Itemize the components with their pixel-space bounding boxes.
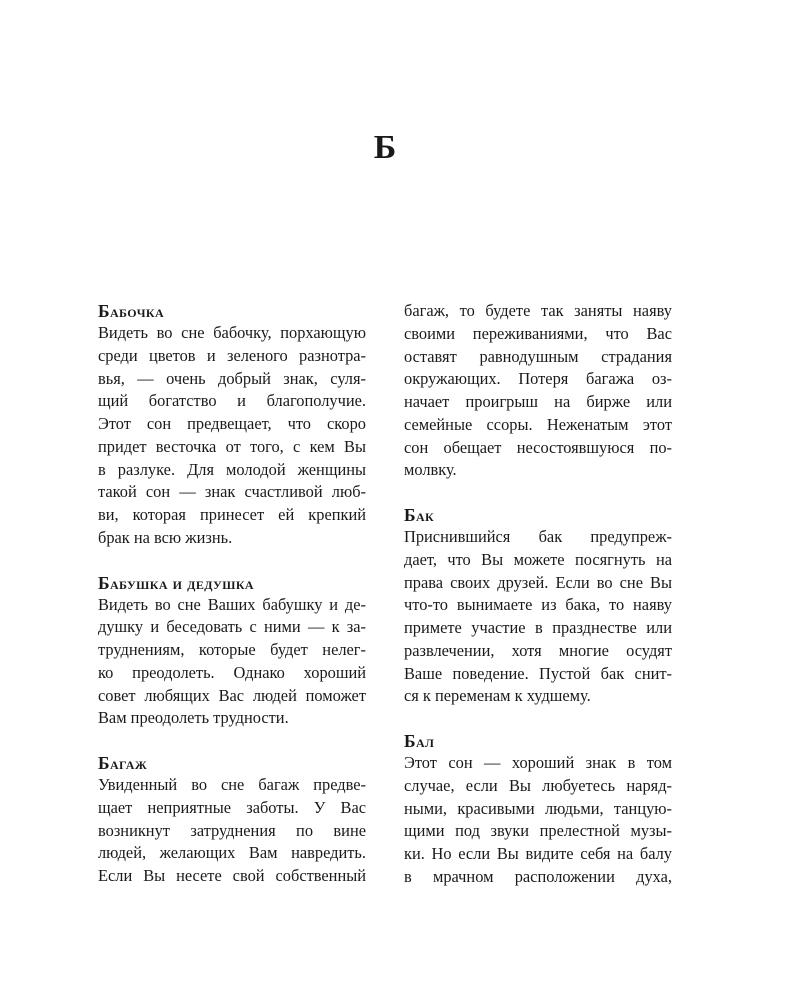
text-line: примете участие в празднестве или (404, 618, 672, 637)
entry-babochka (98, 300, 366, 550)
text-line: людей, желающих Вам навредить. (98, 843, 366, 863)
text-line: дает, что Вы можете посягнуть на (404, 549, 672, 569)
text-line: семейные ссоры. Неженатым этот (404, 414, 672, 434)
text-line: начает проигрыш на бирже или (404, 392, 672, 411)
text-line: ви, которая принесет ей крепкий (98, 505, 366, 524)
text-line: ки. Но если Вы видите себя на балу (404, 844, 672, 863)
text-line: ными, красивыми людьми, танцую- (404, 798, 672, 818)
text-line: права своих друзей. Если во сне Вы (404, 572, 672, 592)
text-line: брак на всю жизнь. (98, 527, 233, 547)
text-line: возникнут затруднения по вине (98, 820, 366, 840)
text-line: ко преодолеть. Однако хороший (98, 662, 366, 682)
text-line: багаж, то будете так заняты наяву (404, 301, 672, 320)
right-column (404, 300, 672, 911)
text-line: что-то вынимаете из бака, то наяву (404, 595, 672, 615)
text-line: Ваше поведение. Пустой бак снит- (404, 663, 672, 683)
entry-title: Бак (404, 505, 435, 525)
left-column (98, 300, 366, 910)
text-line: Этот сон — хороший знак в том (404, 753, 672, 772)
entry-bal (404, 730, 672, 889)
text-line: в разлуке. Для молодой женщины (98, 459, 366, 479)
text-line: молвку. (404, 460, 457, 480)
text-line: совет любящих Вас людей поможет (98, 685, 366, 705)
text-line: Вам преодолеть трудности. (98, 708, 289, 728)
text-line: оставят равнодушным страдания (404, 346, 672, 366)
text-line: придет весточка от того, с кем Вы (98, 436, 366, 456)
entry-babushka-i-dedushka (98, 572, 366, 731)
text-line: среди цветов и зеленого разнотра- (98, 345, 366, 365)
entry-bagazh-continuation (404, 300, 672, 482)
text-line: Если Вы несете свой собственный (98, 866, 366, 885)
text-line: развлечении, хотя многие осудят (404, 640, 672, 660)
text-line: щий богатство и благополучие. (98, 391, 366, 411)
text-line: Приснившийся бак предупреж- (404, 527, 672, 546)
entry-title: Бал (404, 731, 435, 751)
text-line: в мрачном расположении духа, (404, 866, 672, 886)
page-section-letter: Б (373, 129, 397, 166)
entry-title: Багаж (98, 753, 148, 773)
text-line: Этот сон предвещает, что скоро (98, 414, 366, 433)
entry-bagazh (98, 752, 366, 888)
text-line: Видеть во сне Ваших бабушку и де- (98, 594, 366, 614)
text-line: своими переживаниями, что Вас (404, 323, 672, 343)
text-line: ся к переменам к худшему. (404, 686, 591, 706)
text-line: окружающих. Потеря багажа оз- (404, 369, 672, 389)
text-line: Увиденный во сне багаж предве- (98, 775, 366, 794)
text-line: душку и беседовать с ними — к за- (98, 617, 366, 637)
entry-bak (404, 504, 672, 708)
text-line: вья, — очень добрый знак, суля- (98, 368, 366, 388)
text-line: сон обещает несостоявшуюся по- (404, 437, 672, 457)
entry-title: Бабочка (98, 301, 165, 321)
text-line: труднениям, которые будет нелег- (98, 640, 366, 659)
text-line: щими под звуки прелестной музы- (404, 821, 672, 841)
text-line: Видеть во сне бабочку, порхающую (98, 323, 366, 342)
entry-title: Бабушка и дедушка (98, 572, 254, 593)
text-line: случае, если Вы любуетесь наряд- (404, 775, 672, 795)
text-line: щает неприятные заботы. У Вас (98, 797, 366, 817)
text-line: такой сон — знак счастливой люб- (98, 482, 366, 502)
